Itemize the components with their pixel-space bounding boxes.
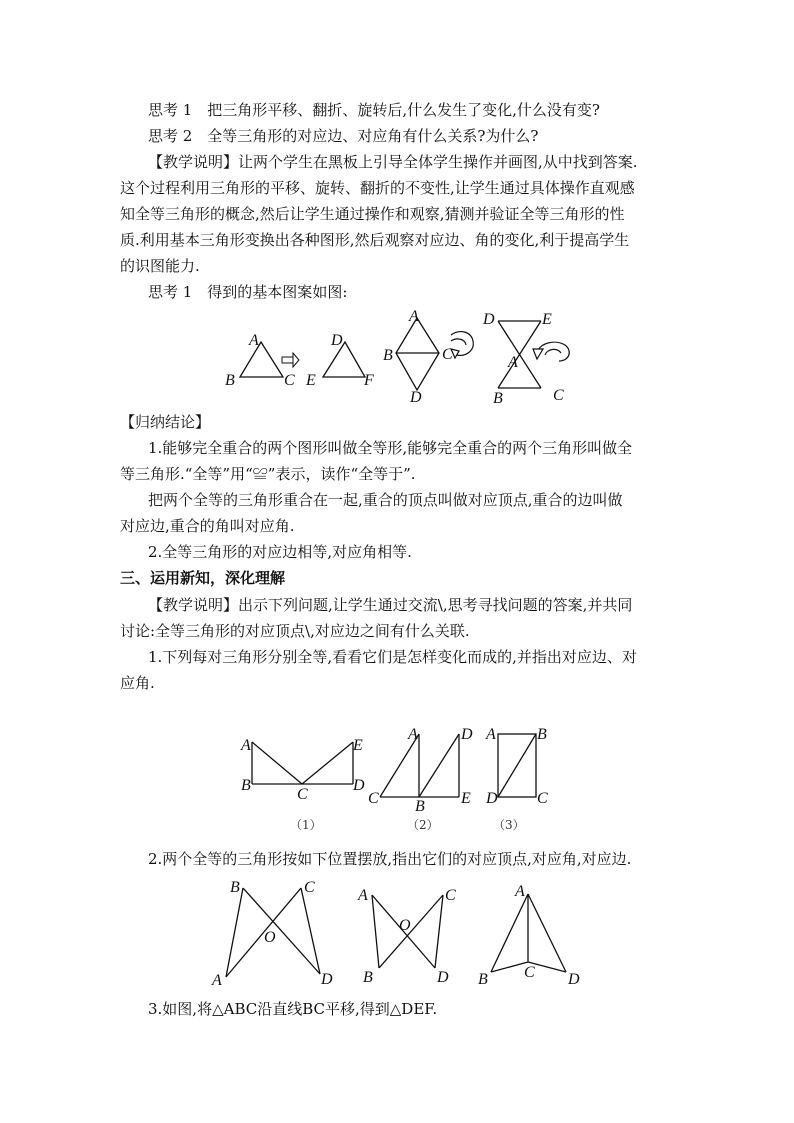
figure-pair-2	[368, 726, 473, 832]
mid-label-C: C	[445, 887, 456, 904]
left-label-A: A	[212, 972, 222, 989]
label-flip-D: D	[410, 389, 422, 406]
mid-label-B: B	[363, 969, 373, 986]
p1-label-B: B	[241, 777, 251, 794]
p3-label-D: D	[486, 790, 498, 807]
teaching-note-1-line-3: 知全等三角形的概念,然后让学生通过操作和观察,猜测并验证全等三角形的性	[120, 205, 625, 223]
figure-middle-crossed	[357, 887, 456, 986]
think1-answer-line: 思考 1 得到的基本图案如图:	[148, 283, 348, 301]
label-D: D	[331, 332, 343, 349]
question-2-line: 2.两个全等的三角形按如下位置摆放,指出它们的对应顶点,对应角,对应边.	[148, 850, 632, 868]
mid-label-D: D	[437, 969, 449, 986]
label-A: A	[249, 332, 259, 349]
p3-label-A: A	[486, 726, 496, 743]
label-C: C	[284, 372, 295, 389]
p2-label-B: B	[415, 798, 425, 815]
think2-line: 思考 2 全等三角形的对应边、对应角有什么关系?为什么?	[148, 127, 539, 145]
teaching-note-1-line-1: 【教学说明】让两个学生在黑板上引导全体学生操作并画图,从中找到答案.	[148, 153, 638, 171]
right-label-B: B	[478, 971, 488, 988]
mid-label-O: O	[399, 917, 411, 934]
triangle-abc	[240, 342, 283, 377]
figure-pair-3	[485, 726, 548, 832]
teaching-note-2-line-2: 讨论:全等三角形的对应顶点\,对应边之间有什么关联.	[120, 622, 470, 640]
conclusion-title: 【归纳结论】	[120, 413, 211, 431]
triangle-def	[323, 342, 365, 377]
label-flip-C: C	[442, 346, 453, 363]
teaching-note-1-line-5: 的识图能力.	[120, 257, 200, 275]
caption-3: （3）	[493, 818, 525, 832]
label-rot-E: E	[542, 311, 552, 328]
p2-label-E: E	[461, 790, 471, 807]
conclusion-2-line: 2.全等三角形的对应边相等,对应角相等.	[148, 543, 412, 561]
p1-label-E: E	[353, 737, 363, 754]
conclusion-1-line-1: 1.能够完全重合的两个图形叫做全等形,能够完全重合的两个三角形叫做全	[148, 439, 633, 457]
conclusion-1-line-2: 等三角形.“全等”用“≌”表示，读作“全等于”.	[120, 465, 416, 483]
p2-label-A: A	[408, 726, 418, 743]
left-label-O: O	[264, 929, 276, 946]
right-label-D: D	[568, 971, 580, 988]
label-rot-C: C	[553, 387, 564, 404]
p1-label-C: C	[297, 786, 308, 803]
question-1-line-1: 1.下列每对三角形分别全等,看看它们是怎样变化而成的,并指出对应边、对	[148, 648, 637, 666]
figure-overlapping-triangles	[200, 872, 600, 994]
conclusion-1-line-4: 对应边,重合的角叫对应角.	[120, 517, 295, 535]
p2-label-D: D	[461, 726, 473, 743]
right-label-A: A	[515, 883, 525, 900]
p3-label-C: C	[537, 790, 548, 807]
p1-label-A: A	[241, 737, 251, 754]
label-rot-A: A	[508, 354, 518, 371]
teaching-note-2-line-1: 【教学说明】出示下列问题,让学生通过交流\,思考寻找问题的答案,并共同	[148, 596, 633, 614]
left-label-B: B	[230, 879, 240, 896]
section-3-heading: 三、运用新知，深化理解	[120, 569, 286, 587]
left-label-C: C	[304, 879, 315, 896]
figure-basic-patterns	[215, 305, 595, 410]
conclusion-1-line-3: 把两个全等的三角形重合在一起,重合的顶点叫做对应顶点,重合的边叫做	[148, 491, 623, 509]
label-rot-B: B	[493, 390, 503, 407]
caption-2: （2）	[407, 818, 439, 832]
question-1-line-2: 应角.	[120, 674, 155, 692]
flip-arrow-icon	[451, 332, 473, 358]
teaching-note-1-line-2: 这个过程利用三角形的平移、旋转、翻折的不变性,让学生通过具体操作直观感	[120, 179, 635, 197]
figure-right-arrowhead	[478, 883, 580, 988]
p1-label-D: D	[353, 777, 365, 794]
p2-label-C: C	[368, 790, 379, 807]
label-E: E	[306, 372, 316, 389]
left-label-D: D	[321, 971, 333, 988]
figure-left-crossed	[211, 879, 333, 989]
figure-rotation-bowtie	[482, 311, 564, 407]
figure-congruent-pairs	[235, 722, 555, 837]
think1-line: 思考 1 把三角形平移、翻折、旋转后,什么发生了变化,什么没有变?	[148, 101, 600, 119]
right-label-C: C	[524, 964, 535, 981]
mid-label-A: A	[358, 887, 368, 904]
label-flip-B: B	[383, 347, 393, 364]
p3-label-B: B	[537, 726, 547, 743]
label-flip-A: A	[409, 308, 419, 325]
caption-1: （1）	[290, 818, 322, 832]
teaching-note-1-line-4: 质.利用基本三角形变换出各种图形,然后观察对应边、角的变化,利于提高学生	[120, 231, 630, 249]
translate-arrow-icon	[282, 353, 299, 367]
question-3-line: 3.如图,将△ABC沿直线BC平移,得到△DEF.	[148, 1000, 438, 1018]
figure-pair-1	[240, 737, 365, 832]
label-B: B	[225, 372, 235, 389]
figure-flip-rhombus	[383, 308, 453, 406]
label-rot-D: D	[483, 311, 495, 328]
rotate-arrow-icon	[533, 342, 569, 361]
label-F: F	[364, 372, 374, 389]
